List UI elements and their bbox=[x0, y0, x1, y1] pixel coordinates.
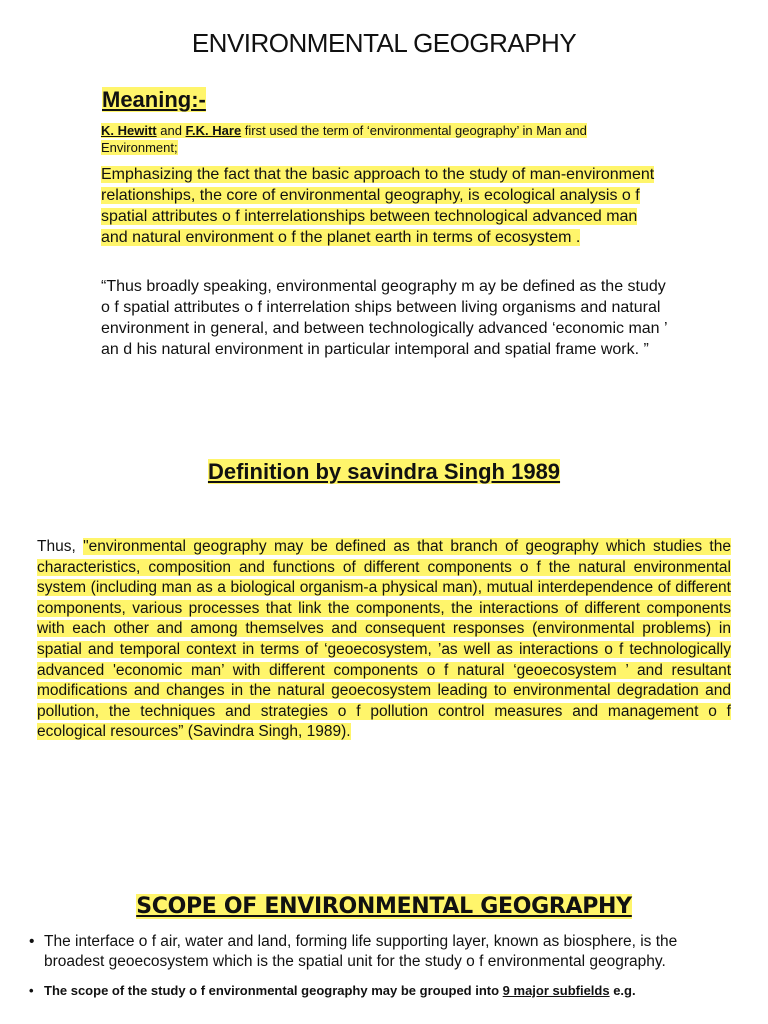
meaning-heading bbox=[102, 87, 206, 113]
scope-bullet-2 bbox=[29, 982, 739, 999]
scope-bullet-1 bbox=[29, 932, 739, 972]
author-hewitt: K. Hewitt bbox=[101, 123, 157, 138]
note-rest: first used the term of ‘environmental geography’ in Man and Environment; bbox=[101, 123, 587, 155]
page-title: ENVIRONMENTAL GEOGRAPHY bbox=[191, 28, 577, 58]
scope-bullet-2-pre: The scope of the study o f environmental geography may be grouped into bbox=[44, 983, 503, 998]
meaning-paragraph-1 bbox=[101, 164, 661, 248]
bullet-icon: • bbox=[29, 933, 35, 950]
meaning-paragraph-1-text: Emphasizing the fact that the basic approach to the study of man-environment relationships, the core of environmental geography, is ecological analysis o f spatial attributes o f interrelationships between technological advanced man and natural environment o f the planet earth in terms of ecosystem . bbox=[101, 166, 655, 246]
scope-heading bbox=[0, 894, 768, 919]
definition-quote: "environmental geography may be defined as that branch of geography which studies the characteristics, composition and functions of different components o f the natural environmental system (including man as a biological organism-a physical man), mutual interdependence of different components, various processes that link the components, the interactions of different components with each other and among themselves and consequent responses (environmental problems) in spatial and temporal context in terms of ‘geoecosystem, ’as well as interactions o f technologically advanced 'economic man’ with different components o f natural ‘geoecosystem ’ and resultant modifications and changes in the natural geoecosystem leading to environmental degradation and pollution, the techniques and strategies o f pollution control measures and management o f ecological resources” (Savindra Singh, 1989). bbox=[37, 538, 731, 741]
scope-bullet-1-text: The interface o f air, water and land, forming life supporting layer, known as biosphere, is the broadest geoecosystem which is the spatial unit for the study o f environmental geography. bbox=[44, 933, 678, 970]
definition-lead: Thus, bbox=[37, 538, 84, 555]
definition-heading-text: Definition by savindra Singh 1989 bbox=[207, 459, 561, 484]
scope-bullet-list bbox=[29, 932, 739, 999]
meaning-paragraph-2: “Thus broadly speaking, environmental geography m ay be defined as the study o f spatial attributes o f interrelation ships between living organisms and natural environment in general, and between technologically advanced ‘economic man ’ an d his natural environment in particular intemporal and spatial frame work. ” bbox=[101, 278, 667, 358]
meaning-heading-text: Meaning:- bbox=[102, 87, 206, 112]
bullet-icon: • bbox=[29, 983, 34, 998]
definition-heading bbox=[0, 459, 768, 485]
scope-heading-text: SCOPE OF ENVIRONMENTAL GEOGRAPHY bbox=[136, 894, 632, 919]
origin-note bbox=[101, 122, 661, 156]
origin-note-highlight bbox=[101, 123, 587, 155]
note-and: and bbox=[156, 123, 186, 138]
scope-bullet-2-post: e.g. bbox=[609, 983, 636, 998]
definition-paragraph bbox=[37, 537, 731, 743]
author-hare: F.K. Hare bbox=[185, 123, 242, 138]
scope-bullet-2-subfields: 9 major subfields bbox=[502, 983, 610, 998]
